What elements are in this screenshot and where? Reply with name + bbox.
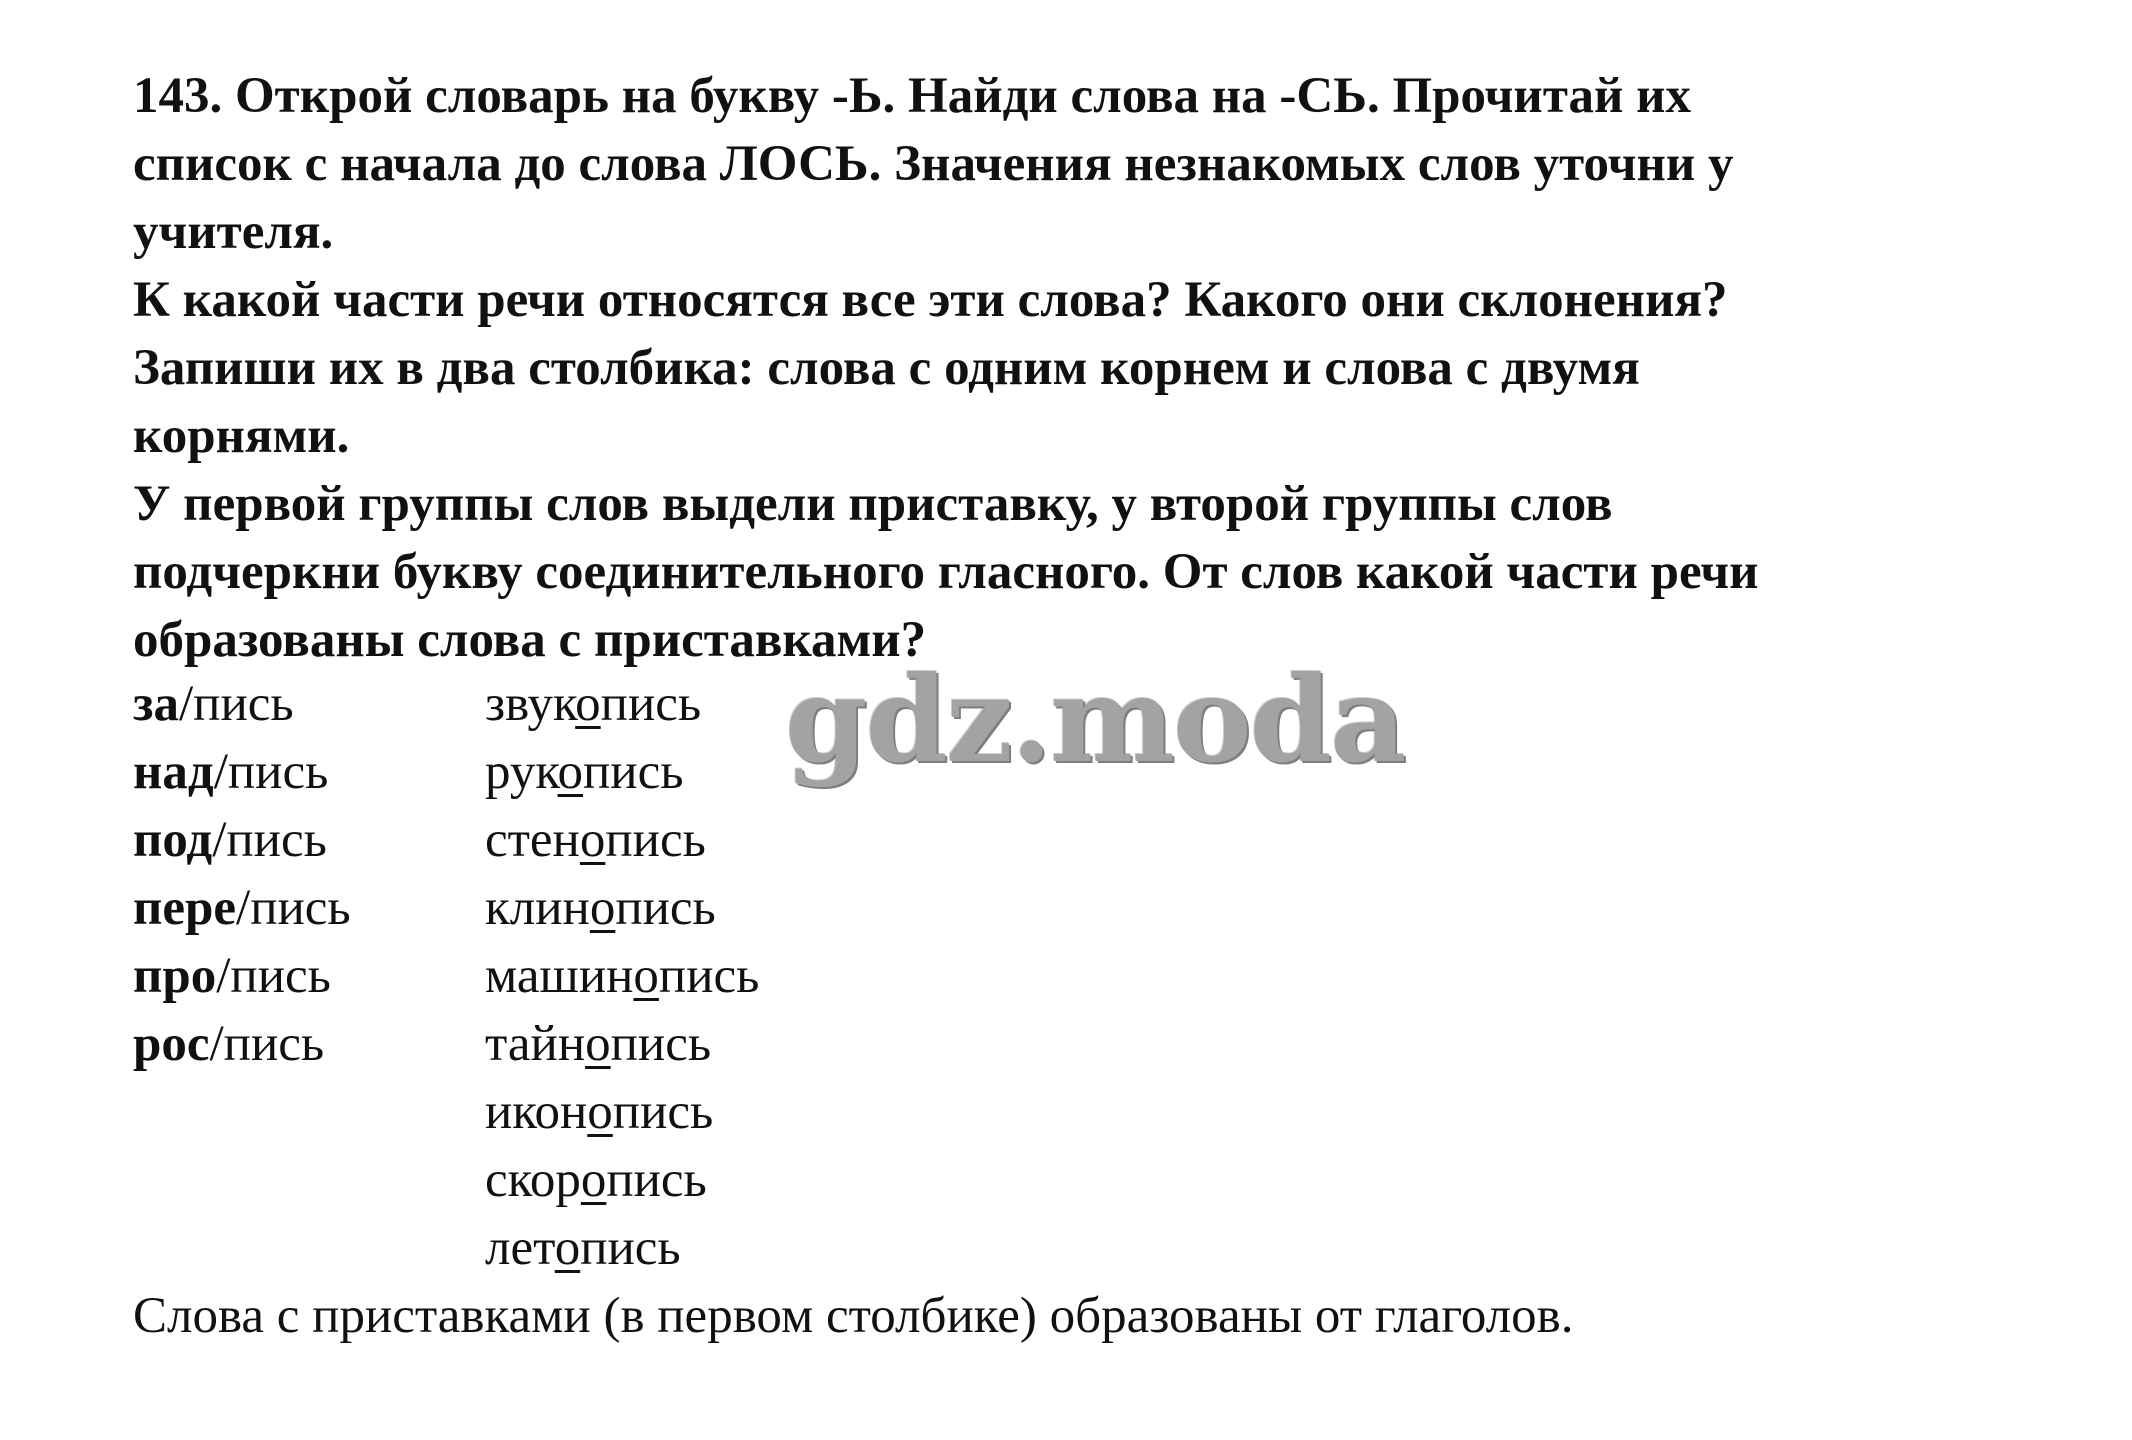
compound-word — [485, 1214, 759, 1282]
prefix-word — [133, 874, 351, 942]
word-first-root: клин — [485, 880, 590, 936]
word-first-root: рук — [485, 744, 558, 800]
task-line: 143. Открой словарь на букву -Ь. Найди слова на -СЬ. Прочитай их — [133, 68, 1692, 124]
compound-word — [485, 874, 759, 942]
word-last-root: пись — [606, 1152, 707, 1208]
word-first-root: машин — [485, 948, 634, 1004]
word-prefix: над — [133, 744, 214, 800]
word-prefix: про — [133, 948, 217, 1004]
connecting-vowel: о — [557, 744, 584, 800]
prefix-word — [133, 738, 351, 806]
word-last-root: пись — [600, 676, 702, 732]
connecting-vowel: о — [580, 1152, 607, 1208]
word-rest: /пись — [209, 1016, 325, 1072]
word-prefix: рос — [133, 1016, 210, 1072]
word-last-root: пись — [610, 1016, 712, 1072]
prefix-word — [133, 806, 351, 874]
prefix-words-column — [133, 670, 351, 1078]
conclusion-text: Слова с приставками (в первом столбике) образованы от глаголов. — [133, 1288, 1574, 1344]
task-line: образованы слова с приставками? — [133, 612, 927, 668]
connecting-vowel: о — [579, 812, 606, 868]
compound-word — [485, 1146, 759, 1214]
compound-word — [485, 1078, 759, 1146]
compound-word — [485, 806, 759, 874]
word-last-root: пись — [615, 880, 716, 936]
task-text — [133, 62, 2063, 674]
task-line: подчеркни букву соединительного гласного. От слов какой части речи — [133, 544, 1759, 600]
word-first-root: лет — [485, 1220, 555, 1276]
word-last-root: пись — [580, 1220, 681, 1276]
word-rest: /пись — [236, 880, 351, 936]
word-first-root: скор — [485, 1152, 581, 1208]
compound-word — [485, 670, 759, 738]
prefix-word — [133, 670, 351, 738]
word-prefix: за — [133, 676, 179, 732]
prefix-word — [133, 1010, 351, 1078]
word-rest: /пись — [179, 676, 294, 732]
connecting-vowel: о — [589, 880, 616, 936]
word-last-root: пись — [583, 744, 684, 800]
compound-word — [485, 738, 759, 806]
word-first-root: тайн — [485, 1016, 586, 1072]
word-prefix: под — [133, 812, 213, 868]
task-line: учителя. — [133, 204, 334, 260]
compound-word — [485, 942, 759, 1010]
connecting-vowel: о — [575, 676, 601, 732]
word-first-root: стен — [485, 812, 580, 868]
word-prefix: пере — [133, 880, 237, 936]
compound-word — [485, 1010, 759, 1078]
task-line: корнями. — [133, 408, 350, 464]
connecting-vowel: о — [587, 1084, 613, 1140]
connecting-vowel: о — [554, 1220, 581, 1276]
word-rest: /пись — [212, 812, 327, 868]
connecting-vowel: о — [585, 1016, 611, 1072]
task-line: Запиши их в два столбика: слова с одним корнем и слова с двумя — [133, 340, 1640, 396]
watermark-logo: gdz.moda — [785, 650, 1405, 789]
task-line: К какой части речи относятся все эти слова? Какого они склонения? — [133, 272, 1728, 328]
compound-words-column — [485, 670, 759, 1282]
prefix-word — [133, 942, 351, 1010]
word-last-root: пись — [612, 1084, 714, 1140]
word-rest: /пись — [216, 948, 331, 1004]
connecting-vowel: о — [633, 948, 659, 1004]
task-line: У первой группы слов выдели приставку, у второй группы слов — [133, 476, 1613, 532]
word-first-root: звук — [485, 676, 576, 732]
word-last-root: пись — [605, 812, 706, 868]
word-rest: /пись — [213, 744, 329, 800]
word-last-root: пись — [658, 948, 760, 1004]
task-line: список с начала до слова ЛОСЬ. Значения незнакомых слов уточни у — [133, 136, 1734, 192]
word-first-root: икон — [485, 1084, 588, 1140]
